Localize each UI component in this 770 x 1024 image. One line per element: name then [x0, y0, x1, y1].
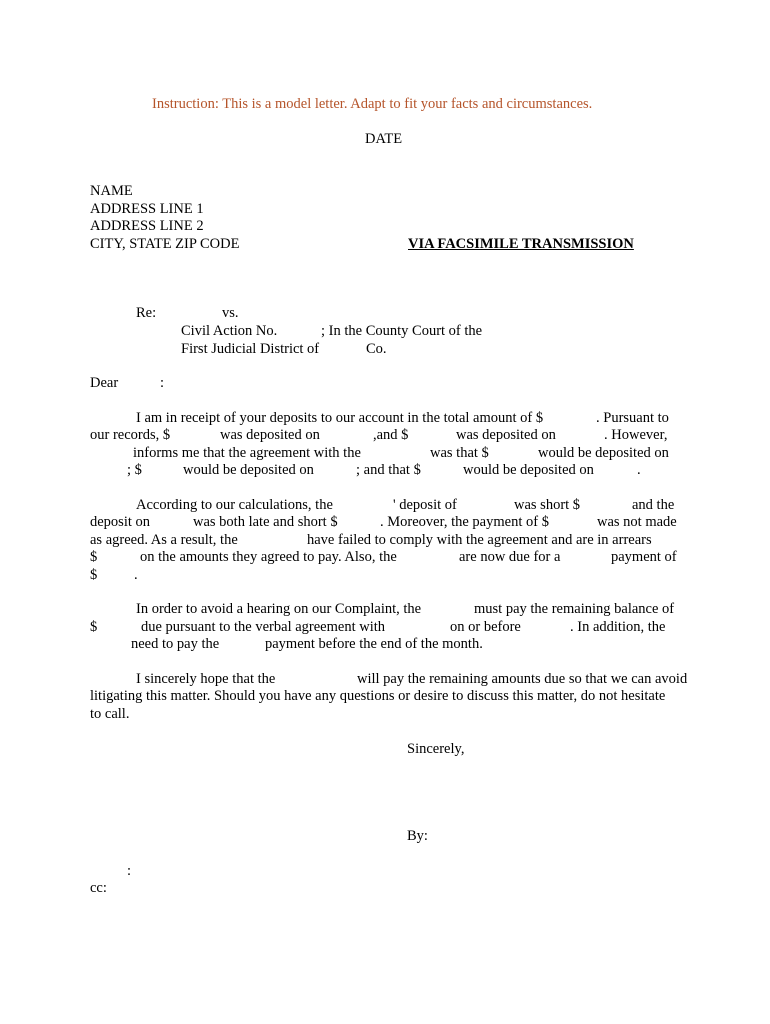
p3-text: due pursuant to the verbal agreement with — [141, 619, 386, 635]
re-vs: vs. — [222, 305, 239, 321]
p2-text: . Moreover, the payment of $ — [380, 514, 549, 530]
p1-text: . However, — [604, 427, 668, 443]
p4-text: to call. — [90, 706, 130, 722]
p1-text: . — [637, 462, 641, 478]
p2-text: ' deposit of — [393, 497, 457, 513]
p2-text: on the amounts they agreed to pay. Also, the — [140, 549, 397, 565]
p2-text: $ — [90, 567, 98, 583]
p1-text: . Pursuant to — [596, 410, 669, 426]
p3-text: $ — [90, 619, 98, 635]
cc-label: cc: — [90, 880, 107, 896]
p2-text: $ — [90, 549, 98, 565]
p2-text: have failed to comply with the agreement and are in arrears — [307, 532, 652, 548]
p4-text: will pay the remaining amounts due so that we can avoid — [357, 671, 688, 687]
recipient-name: NAME — [90, 183, 133, 199]
p2-text: was not made — [597, 514, 677, 530]
p2-text: payment of — [611, 549, 677, 565]
p1-text: was deposited on — [456, 427, 556, 443]
salutation-dear: Dear — [90, 375, 119, 391]
p2-text: . — [134, 567, 138, 583]
signature-by: By: — [407, 828, 428, 844]
p1-text: informs me that the agreement with the — [133, 445, 361, 461]
re-district: First Judicial District of — [181, 341, 320, 357]
p3-text: In order to avoid a hearing on our Complaint, the — [136, 601, 422, 617]
p3-text: . In addition, the — [570, 619, 666, 635]
recipient-address-line-2: ADDRESS LINE 2 — [90, 218, 204, 234]
p1-text: was that $ — [430, 445, 489, 461]
re-civil-action: Civil Action No. — [181, 323, 278, 339]
p4-text: litigating this matter. Should you have any questions or desire to discuss this matter, do not hesitate — [90, 688, 666, 704]
p2-text: deposit on — [90, 514, 151, 530]
re-court: ; In the County Court of the — [321, 323, 483, 339]
re-label: Re: — [136, 305, 157, 321]
salutation-colon: : — [160, 375, 165, 391]
p4-text: I sincerely hope that the — [136, 671, 276, 687]
p2-text: was both late and short $ — [193, 514, 338, 530]
p2-text: According to our calculations, the — [136, 497, 333, 513]
p1-text: our records, $ — [90, 427, 171, 443]
p1-text: was deposited on — [220, 427, 320, 443]
p2-text: are now due for a — [459, 549, 561, 565]
enclosure-colon: : — [127, 863, 132, 879]
p2-text: as agreed. As a result, the — [90, 532, 238, 548]
recipient-city-state-zip: CITY, STATE ZIP CODE — [90, 236, 240, 252]
p1-text: would be deposited on — [538, 445, 669, 461]
p1-text: ; and that $ — [356, 462, 421, 478]
p3-text: must pay the remaining balance of — [474, 601, 675, 617]
p3-text: need to pay the — [131, 636, 220, 652]
p3-text: payment before the end of the month. — [265, 636, 483, 652]
p1-text: would be deposited on — [463, 462, 594, 478]
p1-text: I am in receipt of your deposits to our account in the total amount of $ — [136, 410, 544, 426]
instruction-note: Instruction: This is a model letter. Adapt to fit your facts and circumstances. — [152, 96, 593, 112]
recipient-address-line-1: ADDRESS LINE 1 — [90, 201, 204, 217]
p1-text: would be deposited on — [183, 462, 314, 478]
p3-text: on or before — [450, 619, 521, 635]
p1-text: ; $ — [127, 462, 142, 478]
delivery-method: VIA FACSIMILE TRANSMISSION — [408, 236, 634, 252]
re-county: Co. — [366, 341, 387, 357]
p1-text: ,and $ — [373, 427, 409, 443]
letter-date: DATE — [365, 131, 403, 147]
p2-text: was short $ — [514, 497, 581, 513]
closing-sincerely: Sincerely, — [407, 741, 465, 757]
p2-text: and the — [632, 497, 675, 513]
